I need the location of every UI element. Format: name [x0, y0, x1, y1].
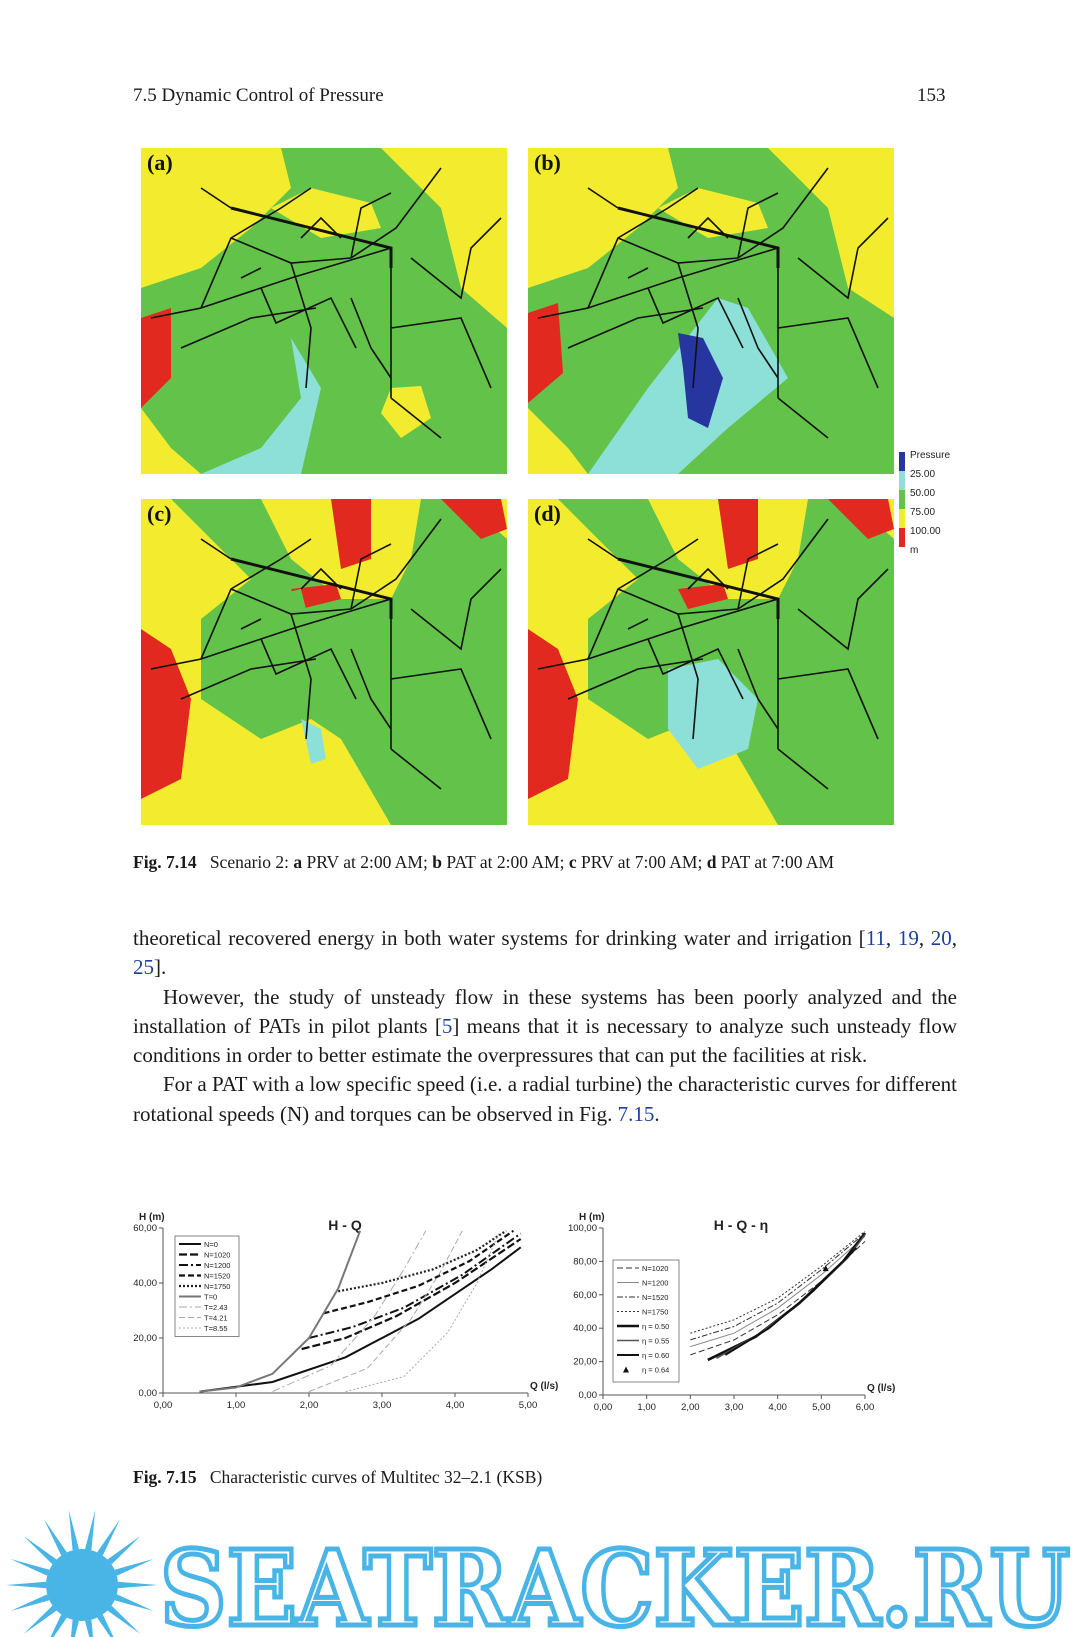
legend-entry: N=1520 — [204, 1271, 231, 1281]
citation-link[interactable]: 25 — [133, 955, 154, 980]
map-panel-d — [528, 499, 894, 825]
series-line-N=1200 — [690, 1236, 865, 1346]
legend-value: 25.00 — [910, 469, 936, 480]
x-tick-label: 2,00 — [681, 1402, 700, 1413]
running-header-section: 7.5 Dynamic Control of Pressure — [133, 85, 384, 106]
y-tick-label: 0,00 — [138, 1388, 157, 1399]
caption-letter: c — [568, 852, 577, 872]
caption-letter: a — [293, 852, 303, 872]
caption-text: Scenario 2: — [209, 852, 294, 872]
y-tick-label: 20,00 — [573, 1356, 597, 1368]
legend-swatch-green — [899, 490, 905, 509]
caption-label: Fig. 7.14 — [133, 852, 197, 872]
series-line-N=1520 — [690, 1233, 865, 1340]
x-tick-label: 0,00 — [153, 1400, 173, 1411]
caption-part: PAT at 2:00 AM; — [441, 852, 569, 872]
legend-entry: η = 0.50 — [642, 1322, 670, 1331]
series-line-η = 0.60 — [725, 1248, 856, 1355]
legend-unit: m — [910, 545, 919, 556]
x-tick-label: 5,00 — [812, 1402, 831, 1413]
x-tick-label: 4,00 — [445, 1400, 465, 1411]
figure-7-15-caption — [133, 1467, 542, 1488]
panel-label: (d) — [534, 501, 561, 526]
legend-entry: T=4.21 — [204, 1313, 228, 1323]
figure-7-14-caption — [133, 852, 834, 873]
legend-entry: N=1750 — [204, 1282, 231, 1291]
chart-title: H - Q — [328, 1217, 362, 1233]
chart-h-q — [133, 1212, 573, 1456]
y-tick-label: 0,00 — [578, 1390, 597, 1401]
x-tick-label: 0,00 — [593, 1402, 613, 1413]
map-panel-b — [528, 148, 894, 474]
watermark — [0, 1505, 1080, 1637]
series-line-T=2.43 — [273, 1231, 426, 1392]
citation-link[interactable]: 5 — [441, 1013, 453, 1038]
legend-entry: T=2.43 — [204, 1303, 228, 1312]
x-tick-label: 3,00 — [724, 1402, 744, 1413]
citation-link[interactable]: 19 — [897, 926, 919, 950]
y-tick-label: 100,00 — [567, 1223, 597, 1234]
caption-part: PRV at 7:00 AM; — [576, 852, 707, 872]
y-tick-label: 80,00 — [573, 1256, 597, 1268]
x-tick-label: 6,00 — [855, 1402, 875, 1413]
citation-link[interactable]: 20 — [930, 926, 952, 950]
y-tick-label: 40,00 — [133, 1278, 157, 1289]
x-tick-label: 4,00 — [768, 1402, 787, 1413]
x-tick-label: 5,00 — [518, 1400, 538, 1411]
legend-value: 50.00 — [910, 488, 936, 499]
y-tick-label: 60,00 — [573, 1289, 597, 1301]
paragraph-1: theoretical recovered energy in both water systems for drinking water and irrigation [11, 19, 20, 25]. — [133, 926, 958, 980]
series-line-N=0 — [200, 1247, 521, 1391]
series-line-T=4.21 — [309, 1231, 462, 1392]
figure-reference-link[interactable]: 7.15 — [617, 1101, 655, 1126]
legend-swatch-red — [899, 528, 905, 547]
caption-part: PRV at 2:00 AM; — [302, 852, 433, 872]
sun-logo-icon — [6, 1510, 158, 1637]
x-tick-label: 1,00 — [637, 1402, 656, 1413]
legend-entry: η = 0.55 — [642, 1336, 670, 1346]
map-panel-c — [141, 499, 507, 825]
series-line-N=1750 — [690, 1231, 865, 1333]
legend-value: 75.00 — [910, 507, 936, 518]
legend-entry: N=0 — [204, 1240, 218, 1249]
caption-label: Fig. 7.15 — [133, 1467, 197, 1487]
legend-entry: N=1200 — [642, 1278, 669, 1288]
panel-label: (c) — [147, 501, 172, 526]
caption-text: Characteristic curves of Multitec 32–2.1 (KSB) — [209, 1467, 543, 1487]
map-panel-a — [141, 148, 507, 474]
legend-entry: N=1520 — [642, 1293, 669, 1302]
legend-swatch-cyan — [899, 471, 905, 490]
watermark-text: SEATRACKER.RU — [160, 1527, 1070, 1637]
legend-entry: N=1020 — [204, 1250, 231, 1260]
legend-entry: T=8.55 — [204, 1324, 228, 1333]
x-axis-label: Q (l/s) — [530, 1381, 559, 1392]
chart-h-q-eta — [567, 1212, 933, 1456]
y-tick-label: 60,00 — [133, 1223, 157, 1234]
legend-entry: η = 0.60 — [642, 1351, 670, 1360]
legend-entry: η = 0.64 — [642, 1365, 670, 1375]
body-text — [133, 924, 957, 1129]
y-tick-label: 40,00 — [573, 1323, 597, 1335]
legend-title: Pressure — [910, 450, 951, 461]
series-line-N=1020 — [690, 1241, 865, 1355]
panel-label: (b) — [534, 150, 561, 175]
paragraph-3: For a PAT with a low specific speed (i.e. a radial turbine) the characteristic curves for different rotational speeds (N) and torques can be observed in Fig. 7.15. — [133, 1072, 957, 1126]
x-axis-label: Q (l/s) — [867, 1383, 896, 1394]
page-number: 153 — [917, 85, 946, 106]
caption-part: PAT at 7:00 AM — [716, 852, 835, 872]
caption-letter: b — [432, 852, 442, 872]
x-tick-label: 1,00 — [226, 1400, 246, 1411]
paragraph-2: However, the study of unsteady flow in these systems has been poorly analyzed and the installation of PATs in pilot plants [5] means that it is necessary to analyze such unsteady flow conditions in order to better estimate the overpressures that can put the facilities at risk. — [133, 984, 957, 1068]
caption-letter: d — [706, 852, 717, 872]
y-tick-label: 20,00 — [133, 1333, 157, 1344]
chart-title: H - Q - η — [713, 1217, 769, 1233]
legend-entry: N=1200 — [204, 1261, 231, 1270]
legend-value: 100.00 — [910, 526, 941, 537]
legend-swatch-yellow — [899, 509, 905, 528]
x-tick-label: 2,00 — [299, 1400, 319, 1411]
panel-label: (a) — [147, 150, 173, 175]
legend-swatch-blue — [899, 452, 905, 471]
x-tick-label: 3,00 — [372, 1400, 392, 1411]
legend-entry: N=1750 — [642, 1307, 669, 1317]
y-axis-label: H (m) — [579, 1212, 605, 1223]
series-line-η = 0.55 — [717, 1235, 866, 1359]
legend-entry: T=0 — [204, 1292, 218, 1302]
legend-entry: N=1020 — [642, 1264, 669, 1273]
citation-link[interactable]: 11 — [865, 926, 886, 950]
y-axis-label: H (m) — [139, 1212, 165, 1223]
series-line-η = 0.50 — [708, 1233, 865, 1360]
